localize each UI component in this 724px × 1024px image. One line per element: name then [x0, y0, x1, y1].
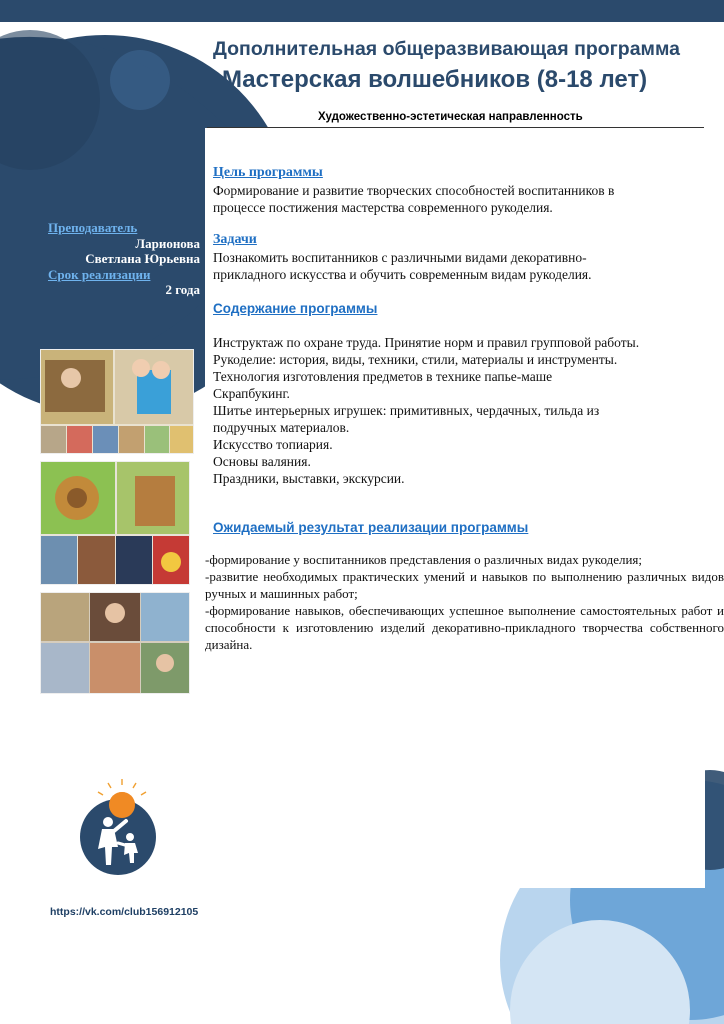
- teacher-label: Преподаватель: [48, 220, 138, 235]
- photo-collage-2: [40, 461, 190, 585]
- results-item: -формирование навыков, обеспечивающих успешное выполнение самостоятельных работ и способности к изготовлению изделий декоративно-прикладного творчества собственного дизайна.: [205, 603, 724, 652]
- goal-text: Формирование и развитие творческих способностей воспитанников в процессе постижения мастерства современного рукоделия.: [213, 183, 615, 215]
- content-item: Скрапбукинг.: [213, 386, 290, 401]
- term-label: Срок реализации: [48, 266, 151, 282]
- content-item: Технология изготовления предметов в технике папье-маше: [213, 369, 553, 384]
- sun-parent-child-icon: [78, 777, 160, 875]
- content-item: Инструктаж по охране труда. Принятие норм и правил групповой работы.: [213, 335, 640, 350]
- photo-collage-3: [40, 592, 190, 694]
- photo-collage-1: [40, 349, 194, 454]
- content-heading: Содержание программы: [213, 301, 378, 316]
- term-value: 2 года: [165, 282, 200, 297]
- teacher-given-name: Светлана Юрьевна: [85, 251, 200, 266]
- top-bar: [0, 0, 724, 22]
- teacher-block: [48, 220, 200, 298]
- goal-section: [213, 165, 713, 216]
- vk-link[interactable]: https://vk.com/club156912105: [50, 906, 199, 918]
- teacher-surname: Ларионова: [135, 235, 200, 251]
- tasks-heading: Задачи: [213, 232, 257, 247]
- content-item: Шитье интерьерных игрушек: примитивных, чердачных, тильда из подручных материалов.: [213, 403, 600, 435]
- results-item: -развитие необходимых практических умений и навыков по выполнению различных видов ручных и машинных работ;: [205, 569, 724, 601]
- results-section: [205, 551, 724, 653]
- program-title: Мастерская волшебников (8-18 лет): [222, 66, 648, 93]
- program-type-title: Дополнительная общеразвивающая программа: [213, 38, 680, 60]
- content-item: Рукоделие: история, виды, техники, стили, материалы и инструменты.: [213, 352, 618, 367]
- content-item: Искусство топиария.: [213, 437, 333, 452]
- content-item: Основы валяния.: [213, 454, 311, 469]
- content-item: Праздники, выставки, экскурсии.: [213, 471, 405, 486]
- content-section: [213, 301, 713, 487]
- program-direction: Художественно-эстетическая направленность: [318, 111, 583, 123]
- tasks-section: [213, 232, 713, 283]
- content-list: [213, 334, 683, 487]
- tasks-text: Познакомить воспитанников с различными видами декоративно-прикладного искусства и обучить современным видам рукоделия.: [213, 250, 592, 282]
- results-heading: Ожидаемый результат реализации программы: [213, 520, 529, 535]
- header-divider: [207, 127, 704, 128]
- goal-heading: Цель программы: [213, 165, 323, 180]
- results-item: -формирование у воспитанников представления о различных видах рукоделия;: [205, 552, 642, 567]
- results-heading-wrap: [213, 520, 713, 535]
